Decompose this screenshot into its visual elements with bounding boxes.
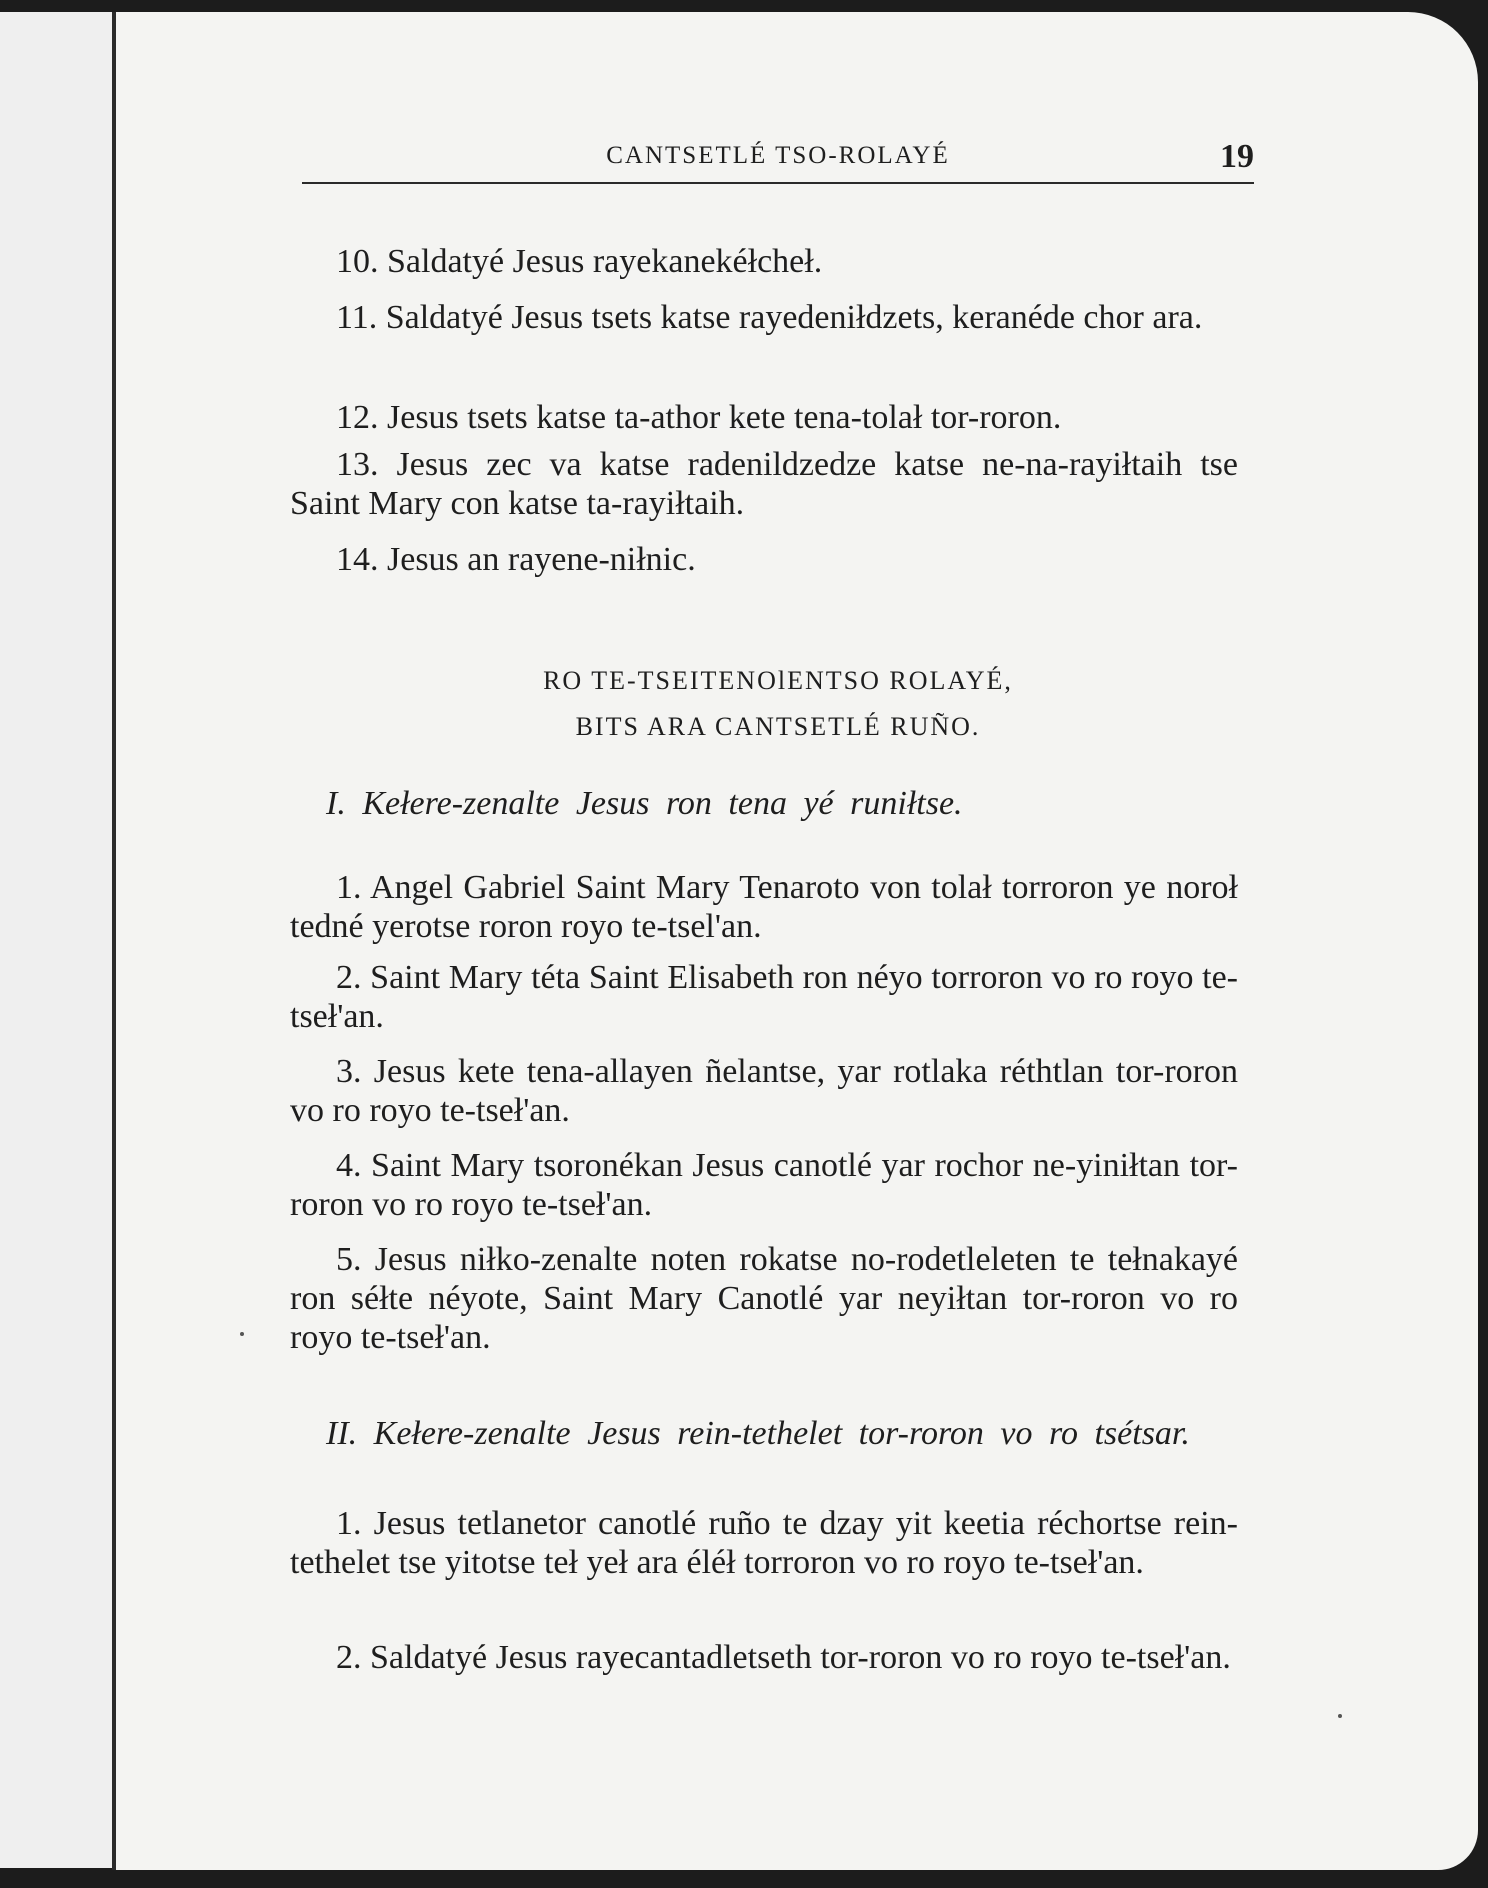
- section-title-2: II. Kełere-zenalte Jesus rein-tethelet tor-roron vo ro tsétsar.: [326, 1415, 1190, 1452]
- list-item: 4. Saint Mary tsoronékan Jesus canotlé yar rochor ne-yiniłtan tor-roron vo ro royo te-tseł'an.: [290, 1147, 1238, 1223]
- list-item: 2. Saint Mary téta Saint Elisabeth ron néyo torroron vo ro royo te-tseł'an.: [290, 959, 1238, 1035]
- section-heading-line-2: BITS ARA CANTSETLÉ RUÑO.: [575, 712, 981, 741]
- page-header: [302, 138, 1254, 182]
- list-item: 13. Jesus zec va katse radenildzedze katse ne-na-rayiłtaih tse Saint Mary con katse ta-rayiłtaih.: [290, 446, 1238, 522]
- facing-page-edge: [0, 12, 127, 1868]
- paper-speck: [1338, 1714, 1342, 1718]
- list-item: 3. Jesus kete tena-allayen ñelantse, yar rotlaka réthtlan tor-roron vo ro royo te-tseł'an.: [290, 1053, 1238, 1129]
- list-item: 14. Jesus an rayene-niłnic.: [336, 541, 696, 578]
- list-item: 5. Jesus niłko-zenalte noten rokatse no-rodetleleten te tełnakayé ron séłte néyote, Saint Mary Canotlé yar neyiłtan tor-roron vo ro royo te-tseł'an.: [290, 1241, 1238, 1356]
- list-item: 2. Saldatyé Jesus rayecantadletseth tor-roron vo ro royo te-tseł'an.: [336, 1639, 1231, 1676]
- paper-speck: [240, 1332, 244, 1336]
- list-item: 12. Jesus tsets katse ta-athor kete tena-tolał tor-roron.: [336, 399, 1062, 436]
- list-item: 10. Saldatyé Jesus rayekanekéłcheł.: [336, 243, 823, 280]
- section-heading-line-1: RO TE-TSEITENOlENTSO ROLAYÉ,: [543, 666, 1013, 695]
- running-head: CANTSETLÉ TSO-ROLAYÉ: [606, 142, 950, 169]
- page-number: 19: [1220, 138, 1254, 175]
- section-title-1: I. Kełere-zenalte Jesus ron tena yé runiłtse.: [326, 785, 963, 822]
- list-item: 1. Jesus tetlanetor canotlé ruño te dzay yit keetia réchortse rein-tethelet tse yitotse teł yeł ara éléł torroron vo ro royo te-tseł'an.: [290, 1505, 1238, 1581]
- list-item: 1. Angel Gabriel Saint Mary Tenaroto von tolał torroron ye noroł tedné yerotse roron royo te-tsel'an.: [290, 869, 1238, 945]
- header-rule: [302, 182, 1254, 184]
- list-item: 11. Saldatyé Jesus tsets katse rayedeniłdzets, keranéde chor ara.: [336, 299, 1203, 336]
